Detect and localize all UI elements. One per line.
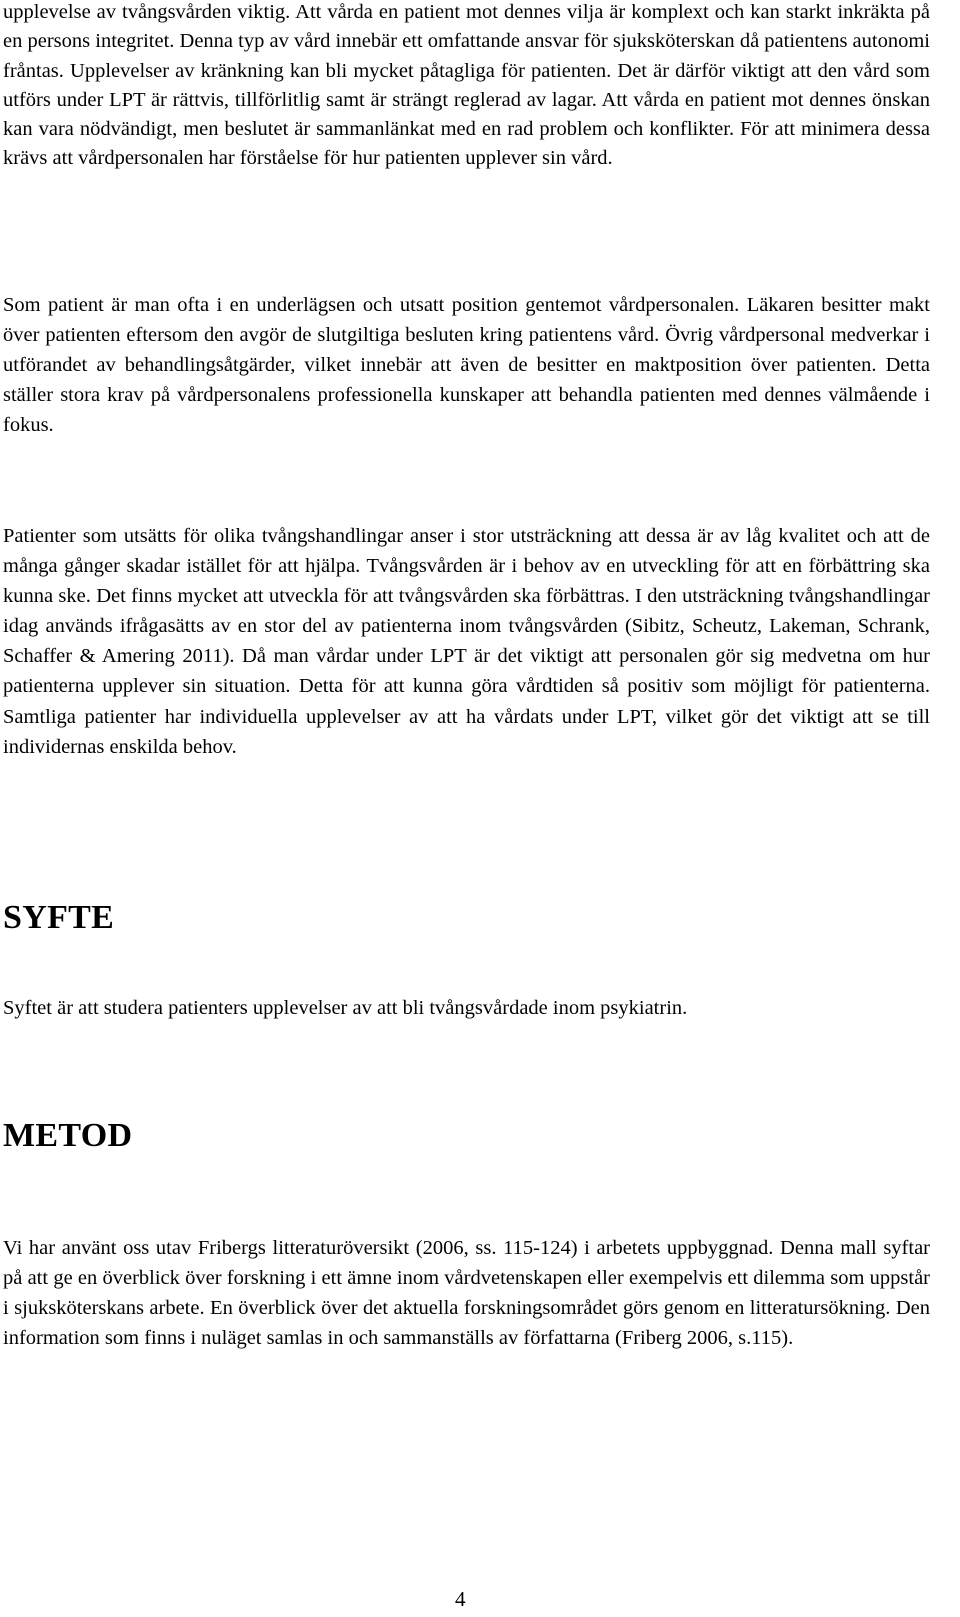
paragraph-coercive-measures: Patienter som utsätts för olika tvångshandlingar anser i stor utsträckning att dessa är av låg kvalitet och att de många gånger skadar istället för att hjälpa. Tvångsvården är i behov av en utveckling för att en förbättring ska kunna ske. Det finns mycket att utveckla för att tvångsvården ska förbättras. I den utsträckning tvångshandlingar idag används ifrågasätts av en stor del av patienterna inom tvångsvården (Sibitz, Scheutz, Lakeman, Schrank, Schaffer & Amering 2011). Då man vårdar under LPT är det viktigt att personalen gör sig medvetna om hur patienterna upplever sin situation. Detta för att kunna göra vårdtiden så positiv som möjligt för patienterna. Samtliga patienter har individuella upplevelser av att ha vårdats under LPT, vilket gör det viktigt att se till individernas enskilda behov. — [3, 525, 930, 758]
page-number: 4 — [455, 1587, 466, 1611]
heading-metod: METOD — [3, 1117, 133, 1154]
paragraph-intro-continuation: upplevelse av tvångsvården viktig. Att vårda en patient mot dennes vilja är komplext och kan starkt inkräkta på en persons integritet. Denna typ av vård innebär ett omfattande ansvar för sjuksköterskan då patientens autonomi fråntas. Upplevelser av kränkning kan bli mycket påtagliga för patienten. Det är därför viktigt att den vård som utförs under LPT är rättvis, tillförlitlig samt är strängt reglerad av lagar. Att vårda en patient mot dennes önskan kan vara nödvändigt, men beslutet är sammanlänkat med en rad problem och konflikter. För att minimera dessa krävs att vårdpersonalen har förståelse för hur patienten upplever sin vård. — [3, 1, 930, 170]
paragraph-aim: Syftet är att studera patienters upplevelser av att bli tvångsvårdade inom psykiatrin. — [3, 997, 688, 1019]
heading-syfte: SYFTE — [3, 899, 115, 936]
paragraph-power-position: Som patient är man ofta i en underlägsen och utsatt position gentemot vårdpersonalen. Läkaren besitter makt över patienten eftersom den avgör de slutgiltiga besluten kring patientens vård. Övrig vårdpersonal medverkar i utförandet av behandlingsåtgärder, vilket innebär att även de besitter en maktposition över patienten. Detta ställer stora krav på vårdpersonalens professionella kunskaper att behandla patienten med dennes välmående i fokus. — [3, 294, 930, 437]
paragraph-method: Vi har använt oss utav Fribergs litteraturöversikt (2006, ss. 115-124) i arbetets uppbyggnad. Denna mall syftar på att ge en överblick över forskning i ett ämne inom vårdvetenskapen eller exempelvis ett dilemma som uppstår i sjuksköterskans arbete. En överblick över det aktuella forskningsområdet görs genom en litteratursökning. Den information som finns i nuläget samlas in och sammanställs av författarna (Friberg 2006, s.115). — [3, 1237, 930, 1350]
